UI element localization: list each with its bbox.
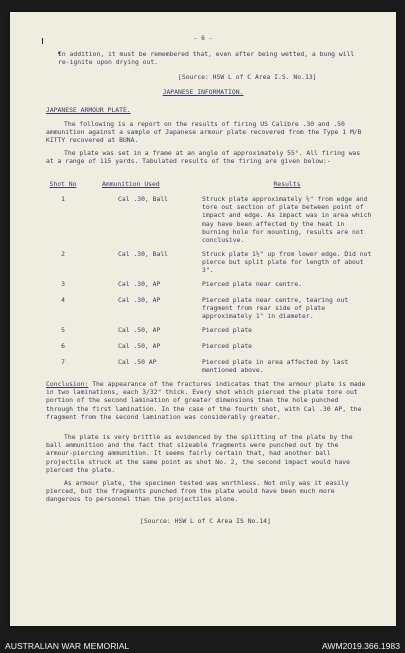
result: Struck plate approximately ½" from edge and tore out section of plate between point of impact and edge. As impact was in area which may have been affected by the heat in burning hole for mounting, results are not conclusive. [202,195,372,245]
conclusion-text: The appearance of the fractures indicates that the armour plate is made in two laminations, each 3/32" thick. Every shot which pierced the plate tore out portion of the second lamination of greater dimensions than the hole punched through the first lamination. In the case of the fourth shot, with Cal .30 AP, the fragment from the second lamination was considerably greater. [46,380,366,421]
document-page [10,12,396,626]
ammunition: Cal .30, Ball [118,195,169,203]
conclusion-label: Conclusion: [46,380,89,388]
conclusion-paragraph [46,380,368,421]
result: Pierced plate near centre, tearing out fragment from rear side of plate approximately 1" in diameter. [202,296,349,321]
result: Pierced plate [202,326,253,334]
shot-number: 5 [61,326,65,334]
brittle-paragraph: The plate is very brittle as evidenced by the splitting of the plate by the ball ammunition and the fact that sizeable fragments were punched out by the armour-piercing ammunition. It seems fairly certain that, had another ball projectile struck at the same point as shot No. 2, the second impact would have pierced the plate. [46,433,353,474]
ammunition: Cal .30, AP [118,296,161,304]
ammunition: Cal .30, Ball [118,250,169,258]
shot-number: 4 [61,296,65,304]
ammunition: Cal .50 AP [118,358,157,366]
result: Pierced plate [202,342,253,350]
section-title: JAPANESE INFORMATION. [162,88,244,96]
page-number: - 6 - [193,34,213,42]
shot-number: 7 [61,358,65,366]
result: Pierced plate in area affected by last mentioned above. [202,358,349,375]
result: Pierced plate near centre. [202,280,303,288]
ammunition: Cal .50, AP [118,342,161,350]
shot-number: 2 [61,250,65,258]
header-ammunition: Ammunition Used [102,180,160,188]
accession-number: AWM2019.366.1983 [321,641,400,651]
ammunition: Cal .30, AP [118,280,161,288]
archive-footer [0,640,405,653]
institution-label: AUSTRALIAN WAR MEMORIAL [5,641,130,651]
header-results: Results [273,180,301,188]
shot-number: 6 [61,342,65,350]
source-citation-1: [Source: HSW L of C Area I.S. No.13] [178,73,317,81]
subsection-title: JAPANESE ARMOUR PLATE. [46,106,131,114]
header-shot-no: Shot No [49,180,77,188]
shot-number: 3 [61,280,65,288]
ammunition: Cal .50, AP [118,326,161,334]
setup-paragraph: The plate was set in a frame at an angle of approximately 55°. All firing was at a range of 115 yards. Tabulated results of the firing are given below:- [46,149,361,166]
shot-number: 1 [61,195,65,203]
intro-paragraph: In addition, it must be remembered that, even after being wetted, a bung will re-ignite upon drying out. [58,50,355,67]
result: Struck plate 1½" up from lower edge. Did not pierce but split plate for length of about 3". [202,250,372,275]
report-paragraph: The following is a report on the results of firing US Calibre .30 and .50 ammunition against a sample of Japanese armour plate recovered from the Type 1 M/B KITTY recovered at BUNA. [46,120,362,145]
worthless-paragraph: As armour plate, the specimen tested was worthless. Not only was it easily pierced, but the fragments punched from the plate would have been much more dangerous to personnel than the projectiles alone. [46,479,349,504]
margin-mark [42,38,43,44]
source-citation-2: [Source: HSW L of C Area IS No.14] [140,517,271,525]
